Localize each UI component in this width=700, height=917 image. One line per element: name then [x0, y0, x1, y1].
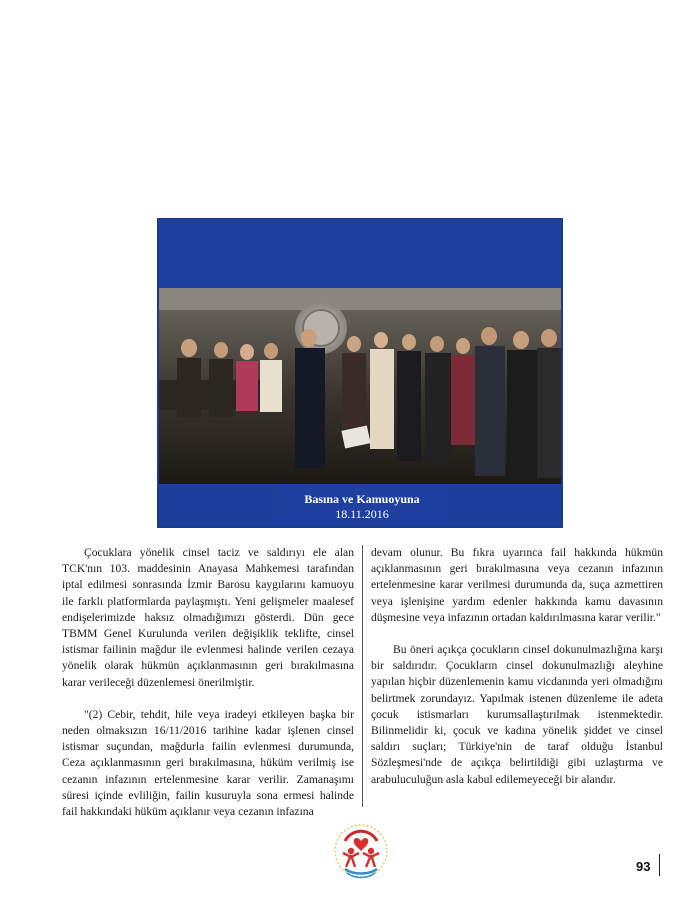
- photo-top-band: [159, 220, 561, 288]
- paragraph: Bu öneri açıkça çocukların cinsel dokunulmazlığına karşı bir saldırıdır. Çocukların cinsel dokunulmazlığı aleyhine yapılan hiçbir düzenlemenin kamu vicdanında yeri olmadığını belirtmek zorundayız. Yapılmak istenen düzenleme ile adeta çocuk istismarları kurumsallaştırılmak istenmektedir. Bilinmelidir ki, çocuk ve kadına yönelik şiddet ve cinsel saldırı suçları; Türkiye'nin de taraf olduğu İstanbul Sözleşmesi'nde de açıkça belirtildiği gibi uzlaştırma ve arabuluculuğun asla kabul edilemeyeceği bir alandır.: [371, 643, 663, 786]
- caption-title: Basına ve Kamuoyuna: [304, 492, 420, 506]
- group-photo: [159, 288, 561, 484]
- children-logo-icon: [331, 821, 391, 883]
- photo-caption: [279, 488, 445, 524]
- paragraph: "(2) Cebir, tehdit, hile veya iradeyi etkileyen başka bir neden olmaksızın 16/11/2016 tarihine kadar işlenen cinsel istismar suçundan, mağdurla failin evlenmesi durumunda, Ceza açıklanmasının geri bırakılmasına, hüküm verilmiş ise cezanın infazının ertelenmesine karar verilir. Zamanaşımı süresi içinde evliliğin, failin kusuruyla sona ermesi halinde fail hakkındaki hüküm açıklanır veya cezanın infazına: [62, 707, 354, 819]
- photo-frame: [157, 218, 563, 528]
- paragraph: devam olunur. Bu fıkra uyarınca fail hakkında hükmün açıklanmasının geri bırakılmasına veya cezanın infazının ertelenmesine karar verilmesi durumunda da, suça azmettiren veya işlenişine yardım edenler hakkında kamu davasının düşmesine veya infazının ortadan kaldırılmasına karar verilir.": [371, 546, 663, 624]
- column-divider: [362, 545, 363, 807]
- article-right-column: [371, 545, 663, 788]
- group-photo-illustration: [159, 288, 561, 484]
- caption-date: 18.11.2016: [335, 507, 389, 521]
- page-number: 93: [636, 859, 651, 874]
- paragraph: Çocuklara yönelik cinsel taciz ve saldırıyı ele alan TCK'nın 103. maddesinin Anayasa Mahkemesi tarafından iptal edilmesi sonrasında İzmir Barosu kaygılarını kamuoyu ile farklı platformlarda paylaşmıştı. Yeni gelişmeler maalesef endişelerimizde haksız olmadığımızı gösterdi. Dün gece TBMM Genel Kurulunda verilen değişiklik teklifte, cinsel istismar failinin mağdur ile evlenmesi halinde verilen cezaya yönelik olarak hükmün açıklanmasının geri bırakılmasına karar verileceği düzenlemesi önerilmiştir.: [62, 546, 354, 689]
- article-left-column: [62, 545, 354, 820]
- page-number-bar: [659, 854, 660, 876]
